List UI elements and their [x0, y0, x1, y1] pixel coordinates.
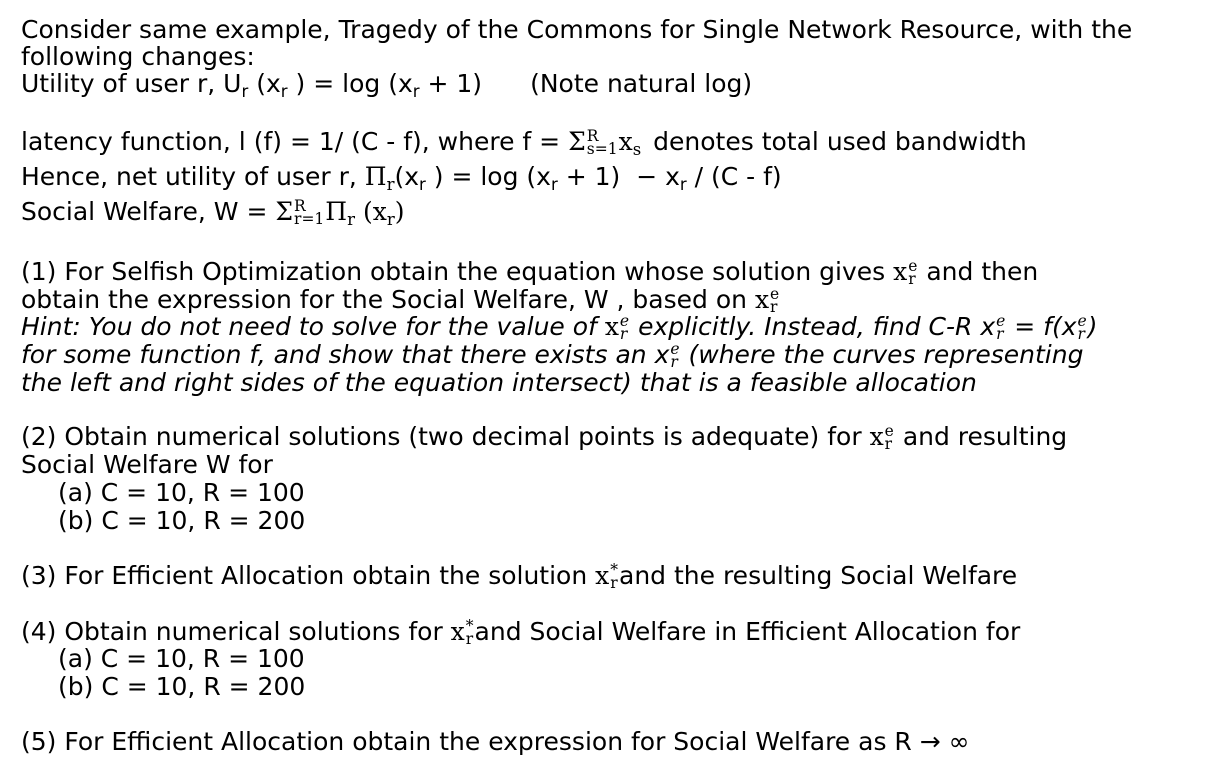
latency-sum-limits	[586, 126, 618, 158]
q4-case-a: (a) C = 10, R = 100	[58, 644, 305, 673]
q4-line-1	[21, 618, 1020, 646]
q4-xr-star-scripts	[465, 616, 474, 648]
q1-line-4-text-a: for some function f, and show that there exists an	[21, 340, 647, 369]
latency-sum-lower: s=1	[586, 140, 618, 158]
q2-xre: x	[869, 422, 884, 451]
q1-text-b: and then	[926, 257, 1039, 286]
q1-line-2-xre: x	[754, 285, 770, 314]
q3-xr-sub: r	[610, 574, 618, 592]
latency-suffix: denotes total used bandwidth	[653, 127, 1027, 156]
q1-hint-x3-scripts	[1077, 311, 1087, 343]
welfare-prefix: Social Welfare, W =	[21, 197, 268, 226]
q1-line-4-x: x	[654, 340, 670, 369]
intro-line-1: Consider same example, Tragedy of the Commons for Single Network Resource, with the	[21, 15, 1133, 44]
net-utility-pi-subscript: r	[386, 174, 395, 194]
latency-sum-symbol: Σ	[568, 127, 586, 156]
welfare-sum-symbol: Σ	[275, 197, 294, 226]
utility-note: (Note natural log)	[530, 69, 753, 98]
net-utility-tail: / (C - f)	[694, 162, 782, 191]
q1-hint-a: Hint: You do not need to solve for the value of	[21, 312, 597, 341]
q1-xre-sub: r	[908, 270, 916, 288]
latency-sum-upper: R	[586, 126, 599, 145]
net-utility-pi: Π	[364, 162, 387, 191]
q1-xre: x	[893, 257, 908, 286]
q2-xre-sup: e	[884, 421, 894, 440]
welfare-sum-lower: r=1	[294, 210, 325, 228]
q1-line-4-x-scripts	[670, 339, 680, 371]
welfare-pi: Π	[325, 197, 348, 226]
q1-text-a: (1) For Selfish Optimization obtain the equation whose solution gives	[21, 257, 886, 286]
q2-line-1	[21, 423, 1067, 451]
q4-case-b: (b) C = 10, R = 200	[58, 672, 306, 701]
q3-xr-star: x	[595, 561, 610, 590]
latency-line	[21, 128, 1027, 159]
utility-line	[21, 70, 752, 101]
q1-hint-x3-sub: r	[1077, 325, 1085, 343]
welfare-sum-limits	[294, 196, 325, 228]
welfare-close: )	[394, 197, 405, 226]
q3-star: *	[610, 560, 618, 579]
q2-case-b: (b) C = 10, R = 200	[58, 506, 306, 535]
net-utility-line	[21, 163, 782, 194]
q1-hint-x3-sup: e	[1077, 311, 1087, 330]
q1-hint-b: explicitly. Instead, find C-R	[638, 312, 973, 341]
q1-hint-d: )	[1087, 312, 1098, 341]
welfare-pi-subscript: r	[347, 209, 355, 229]
q3-text-a: (3) For Efficient Allocation obtain the solution	[21, 561, 588, 590]
q1-hint-x2: x	[980, 312, 996, 341]
q1-xre-scripts	[908, 256, 918, 288]
q1-line-2-xre-sup: e	[770, 284, 780, 303]
utility-arg: (x	[256, 69, 281, 98]
q1-hint-x1: x	[604, 312, 619, 341]
q4-xr-star: x	[450, 617, 465, 646]
utility-arg-subscript: r	[280, 81, 288, 101]
q3-line	[21, 562, 1017, 590]
welfare-arg: (x	[362, 197, 387, 226]
q2-xre-scripts	[884, 421, 894, 453]
q4-text-b: and Social Welfare in Efficient Allocation for	[474, 617, 1021, 646]
q1-line-2-text: obtain the expression for the Social Welfare, W , based on	[21, 285, 747, 314]
q2-text-b: and resulting	[902, 422, 1068, 451]
q1-hint-x1-scripts	[619, 311, 630, 343]
utility-subscript: r	[241, 81, 249, 101]
q1-hint-x2-sub: r	[996, 325, 1004, 343]
q4-star: *	[465, 616, 474, 635]
utility-equals: ) = log (x	[295, 69, 413, 98]
net-utility-prefix: Hence, net utility of user r,	[21, 162, 357, 191]
q2-case-a: (a) C = 10, R = 100	[58, 478, 305, 507]
q1-hint-x3: x	[1061, 312, 1077, 341]
latency-prefix: latency function, l (f) = 1/ (C - f), where f =	[21, 127, 561, 156]
q1-line-5: the left and right sides of the equation intersect) that is a feasible allocation	[21, 368, 977, 397]
q1-hint-x1-sub: r	[619, 325, 628, 343]
q1-hint-x2-sup: e	[996, 311, 1006, 330]
q1-line-1	[21, 258, 1038, 286]
net-utility-minus-subscript: r	[679, 174, 687, 194]
q2-xre-sub: r	[884, 435, 893, 453]
utility-tail: + 1)	[427, 69, 483, 98]
q1-line-4-x-sub: r	[670, 353, 678, 371]
net-utility-arg-subscript: r	[419, 174, 426, 194]
q1-line-2-xre-sub: r	[770, 298, 778, 316]
welfare-arg-subscript: r	[386, 209, 395, 229]
q1-line-4-text-b: (where the curves representing	[688, 340, 1084, 369]
q1-xre-sup: e	[908, 256, 918, 275]
q1-hint-x2-scripts	[996, 311, 1006, 343]
welfare-sum-upper: R	[294, 196, 306, 215]
q5-line: (5) For Efficient Allocation obtain the expression for Social Welfare as R → ∞	[21, 727, 970, 756]
q2-line-2: Social Welfare W for	[21, 450, 273, 479]
q1-hint-line	[21, 313, 1097, 341]
net-utility-log-subscript: r	[550, 174, 558, 194]
q4-xr-sub: r	[465, 630, 474, 648]
utility-log-subscript: r	[412, 81, 420, 101]
net-utility-plus: + 1)	[565, 162, 621, 191]
net-utility-equals: ) = log (x	[433, 162, 551, 191]
intro-line-2: following changes:	[21, 42, 255, 71]
latency-var: x	[618, 127, 633, 156]
q1-hint-x1-sup: e	[619, 311, 630, 330]
q1-hint-c: = f(	[1014, 312, 1062, 341]
latency-var-subscript: s	[632, 139, 642, 159]
q3-xr-star-scripts	[610, 560, 618, 592]
utility-prefix: Utility of user r, U	[21, 69, 242, 98]
q1-line-2	[21, 286, 780, 314]
q1-line-2-xre-scripts	[770, 284, 780, 316]
q1-line-4	[21, 341, 1083, 369]
q4-text-a: (4) Obtain numerical solutions for	[21, 617, 443, 646]
q1-line-4-x-sup: e	[670, 339, 680, 358]
net-utility-arg: (x	[394, 162, 420, 191]
welfare-line	[21, 198, 404, 229]
net-utility-minus: − x	[636, 162, 680, 191]
q3-text-b: and the resulting Social Welfare	[619, 561, 1018, 590]
q2-text-a: (2) Obtain numerical solutions (two decimal points is adequate) for	[21, 422, 862, 451]
